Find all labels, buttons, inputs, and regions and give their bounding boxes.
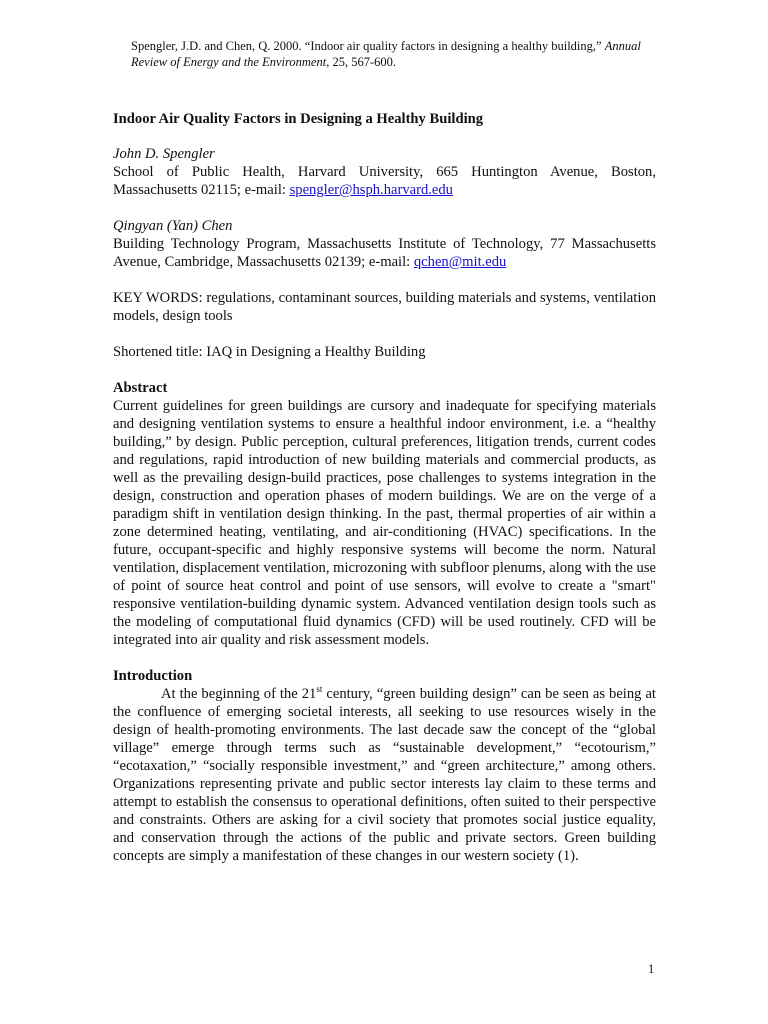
- introduction-heading: Introduction: [113, 668, 193, 684]
- intro-text-rest: century, “green building design” can be seen as being at the confluence of emerging societal interests, all seeking to use resources wisely in the design of health-promoting environments. The last decade saw the concept of the “global village” emerge through terms such as “sustainable development,” “ecotourism,” “ecotaxation,” “socially responsible investment,” and “green architecture,” among others. Organizations representing private and public sector interests lay claim to these terms and attempt to establish the consensus to operational definitions, often suited to their perspective and constraints. Others are asking for a civil society that promotes social justice equality, and conservation through the actions of the public and private sectors. Green building concepts are simply a manifestation of these changes in our western society (1).: [113, 686, 656, 864]
- author-block-1: [113, 145, 656, 199]
- author-name: John D. Spengler: [113, 146, 215, 162]
- author-name: Qingyan (Yan) Chen: [113, 218, 233, 234]
- superscript-st: st: [316, 684, 323, 695]
- author-affiliation: [113, 163, 656, 199]
- intro-text-start: At the beginning of the 21: [161, 686, 317, 702]
- author-block-2: [113, 217, 656, 271]
- citation-header: [131, 38, 651, 70]
- keywords: KEY WORDS: regulations, contaminant sources, building materials and systems, ventilation models, design tools: [113, 290, 656, 324]
- affiliation-text: School of Public Health, Harvard University, 665 Huntington Avenue, Boston, Massachusetts 02115; e-mail:: [113, 164, 656, 198]
- short-title: Shortened title: IAQ in Designing a Healthy Building: [113, 344, 426, 360]
- author-email-link[interactable]: qchen@mit.edu: [413, 254, 507, 270]
- citation-volume: 25, 567-600.: [329, 55, 396, 69]
- abstract-text: Current guidelines for green buildings are cursory and inadequate for specifying materials and designing ventilation systems to ensure a healthful indoor environment, i.e. a “healthy building,” by design. Public perception, cultural preferences, litigation trends, current codes and regulations, rapid introduction of new building materials and commercial products, as well as the prevailing design-build practices, pose challenges to systems integration in the design, construction and operation phases of modern buildings. We are on the verge of a paradigm shift in ventilation design thinking. In the past, thermal properties of air within a zone determined heating, ventilating, and air-conditioning (HVAC) specifications. In the future, occupant-specific and highly responsive systems will become the norm. Natural ventilation, displacement ventilation, microzoning with subfloor plenums, along with the use of point of source heat control and point of use sensors, will evolve to create a "smart" responsive ventilation-building dynamic system. Advanced ventilation design tools such as the modeling of computational fluid dynamics (CFD) will be used routinely. CFD will be integrated into air quality and risk assessment models.: [113, 398, 656, 648]
- author-email-link[interactable]: spengler@hsph.harvard.edu: [289, 182, 453, 198]
- affiliation-text: Building Technology Program, Massachusetts Institute of Technology, 77 Massachusetts Avenue, Cambridge, Massachusetts 02139; e-mail:: [113, 236, 656, 270]
- citation-text: Spengler, J.D. and Chen, Q. 2000. “Indoor air quality factors in designing a healthy building,”: [131, 39, 605, 53]
- citation-journal: Annual Review of Energy and the Environment,: [131, 39, 641, 69]
- paper-body: [113, 110, 656, 865]
- paper-title: Indoor Air Quality Factors in Designing a Healthy Building: [113, 111, 484, 127]
- introduction-text: [113, 685, 656, 865]
- page-number: 1: [648, 962, 655, 976]
- abstract-heading: Abstract: [113, 380, 168, 396]
- author-affiliation: [113, 235, 656, 271]
